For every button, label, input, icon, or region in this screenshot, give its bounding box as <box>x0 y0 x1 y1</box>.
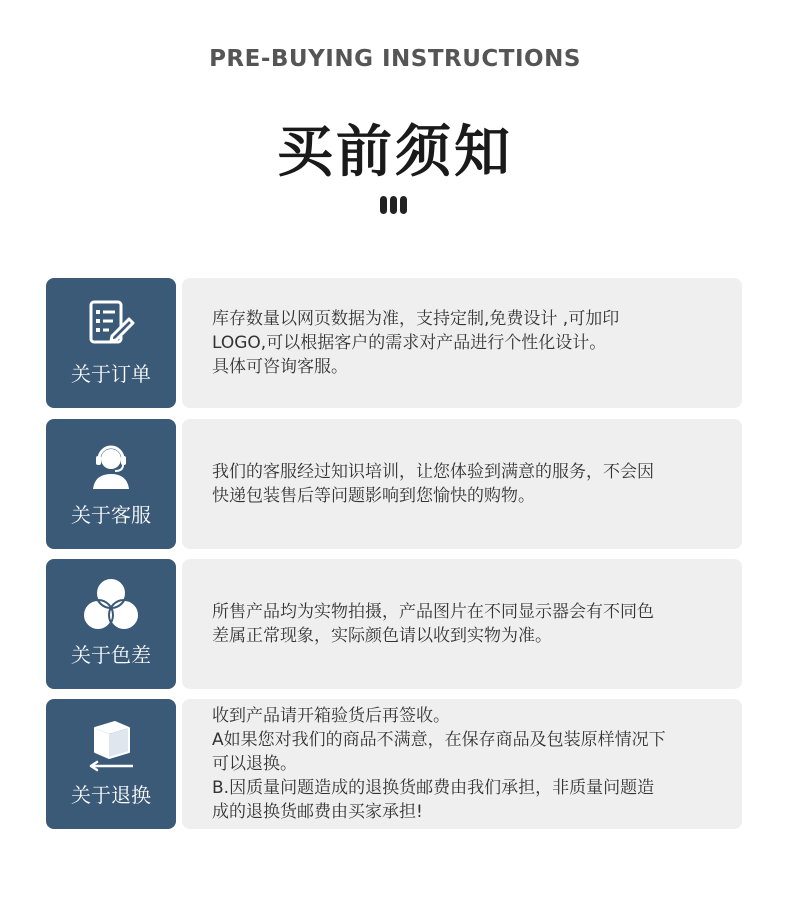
section-badge <box>46 559 176 689</box>
section-label: 关于退换 <box>71 783 151 807</box>
page-title: 买前须知 <box>277 120 513 185</box>
section-label: 关于色差 <box>71 643 151 667</box>
section-badge <box>46 278 176 408</box>
title-divider-bars <box>380 196 407 214</box>
section-text: 我们的客服经过知识培训，让您体验到满意的服务，不会因 快递包装售后等问题影响到您愉快的购物。 <box>212 462 654 506</box>
section-text: 所售产品均为实物拍摄，产品图片在不同显示器会有不同色 差属正常现象，实际颜色请以收到实物为准。 <box>212 602 654 646</box>
divider-bar <box>380 196 387 214</box>
return-box-icon <box>46 717 176 773</box>
customer-service-headset-icon <box>46 437 176 493</box>
divider-bar <box>390 196 397 214</box>
section-text: 库存数量以网页数据为准，支持定制,免费设计 ,可加印 LOGO,可以根据客户的需求对产品进行个性化设计。 具体可咨询客服。 <box>212 309 620 377</box>
page-subtitle: PRE-BUYING INSTRUCTIONS <box>209 46 581 72</box>
section-badge <box>46 699 176 829</box>
section-order <box>46 278 742 408</box>
section-return-exchange <box>46 699 742 829</box>
section-text: 收到产品请开箱验货后再签收。 A如果您对我们的商品不满意，在保存商品及包装原样情况下 可以退换。 B.因质量问题造成的退换货邮费由我们承担，非质量问题造 成的退换货邮费由买家承担! <box>212 706 666 822</box>
section-label: 关于客服 <box>71 503 151 527</box>
section-label: 关于订单 <box>71 362 151 386</box>
order-form-icon <box>46 296 176 352</box>
section-badge <box>46 419 176 549</box>
section-customer-service <box>46 419 742 549</box>
divider-bar <box>400 196 407 214</box>
section-card <box>182 699 742 829</box>
section-card <box>182 419 742 549</box>
color-circles-icon <box>46 577 176 633</box>
section-color-difference <box>46 559 742 689</box>
section-card <box>182 278 742 408</box>
section-card <box>182 559 742 689</box>
